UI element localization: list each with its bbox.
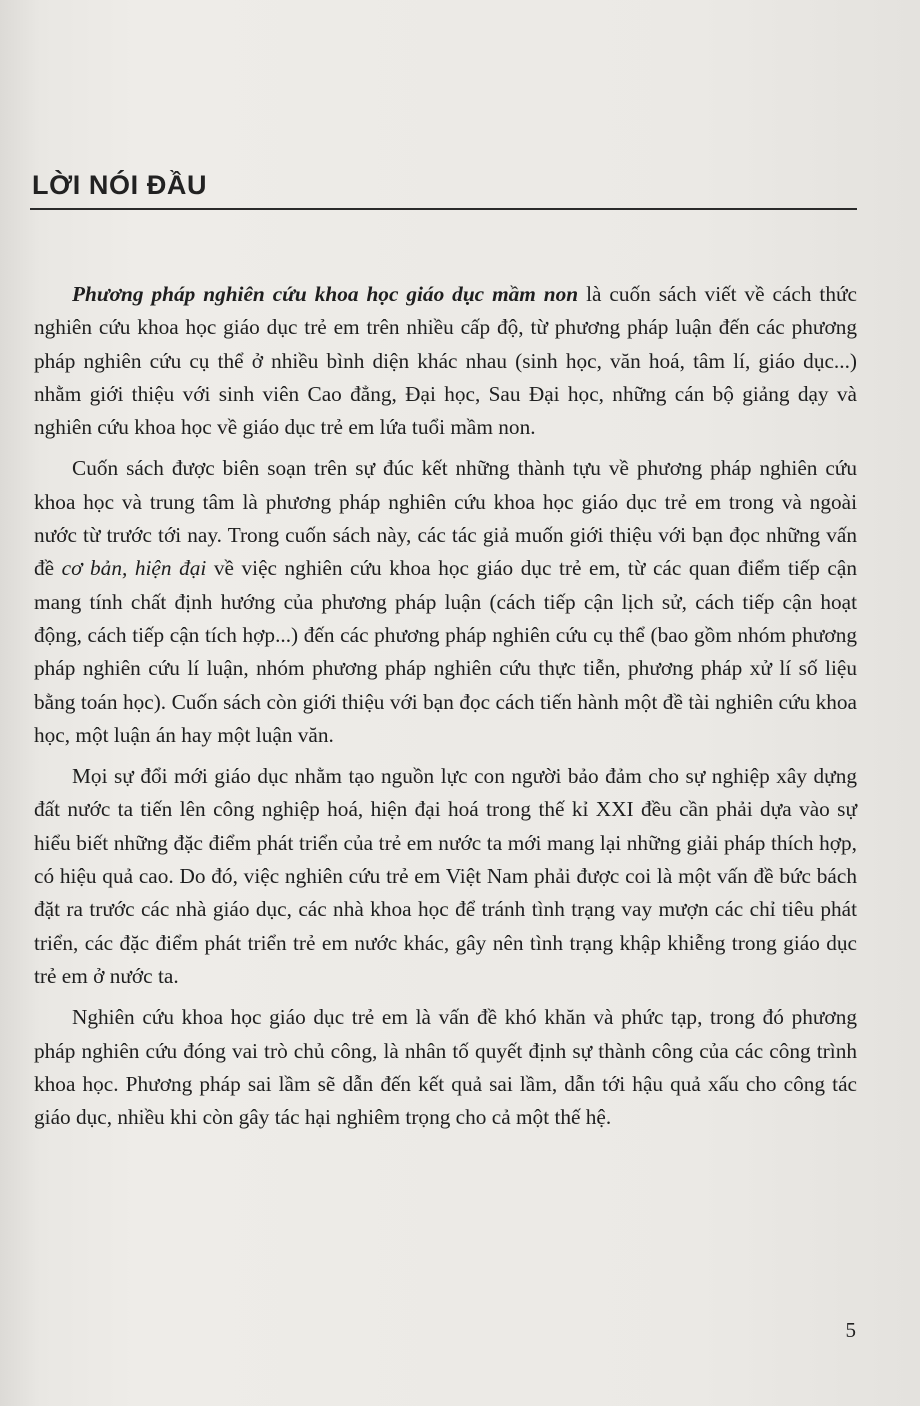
paragraph-4: Nghiên cứu khoa học giáo dục trẻ em là vấn đề khó khăn và phức tạp, trong đó phương pháp nghiên cứu đóng vai trò chủ công, là nhân tố quyết định sự thành công của các công trình khoa học. Phương pháp sai lầm sẽ dẫn đến kết quả sai lầm, dẫn tới hậu quả xấu cho công tác giáo dục, nhiều khi còn gây tác hại nghiêm trọng cho cả một thế hệ. bbox=[34, 1005, 857, 1130]
heading-rule bbox=[30, 208, 857, 210]
paragraph-2-emphasis: cơ bản, hiện đại bbox=[61, 556, 207, 581]
paragraph-2 bbox=[34, 452, 857, 752]
page-number: 5 bbox=[845, 1318, 856, 1342]
page-heading: LỜI NÓI ĐẦU bbox=[32, 170, 208, 200]
book-title: Phương pháp nghiên cứu khoa học giáo dục mầm non bbox=[72, 282, 579, 306]
paragraph-1-text: là cuốn sách viết về cách thức nghiên cứu khoa học giáo dục trẻ em trên nhiều cấp độ, từ phương pháp luận đến các phương pháp nghiên cứu cụ thể ở nhiều bình diện khác nhau (sinh học, văn hoá, tâm lí, giáo dục...) nhằm giới thiệu với sinh viên Cao đẳng, Đại học, Sau Đại học, những cán bộ giảng dạy và nghiên cứu khoa học về giáo dục trẻ em lứa tuổi mầm non. bbox=[34, 282, 857, 440]
paragraph-2-text-after: về việc nghiên cứu khoa học giáo dục trẻ em, từ các quan điểm tiếp cận mang tính chất định hướng của phương pháp luận (cách tiếp cận lịch sử, cách tiếp cận hoạt động, cách tiếp cận tích hợp...) đến các phương pháp nghiên cứu cụ thể (bao gồm nhóm phương pháp nghiên cứu lí luận, nhóm phương pháp nghiên cứu thực tiễn, phương pháp xử lí số liệu bằng toán học). Cuốn sách còn giới thiệu với bạn đọc cách tiến hành một đề tài nghiên cứu khoa học, một luận án hay một luận văn. bbox=[34, 556, 857, 747]
body-text bbox=[34, 278, 857, 1142]
paragraph-1 bbox=[34, 278, 857, 444]
paragraph-2-text-before: Cuốn sách được biên soạn trên sự đúc kết những thành tựu về phương pháp nghiên cứu khoa học và trung tâm là phương pháp nghiên cứu khoa học giáo dục trẻ em trong và ngoài nước từ trước tới nay. Trong cuốn sách này, các tác giả muốn giới thiệu với bạn đọc những vấn đề bbox=[34, 456, 857, 581]
paragraph-3: Mọi sự đổi mới giáo dục nhằm tạo nguồn lực con người bảo đảm cho sự nghiệp xây dựng đất nước ta tiến lên công nghiệp hoá, hiện đại hoá trong thế kỉ XXI đều cần phải dựa vào sự hiểu biết những đặc điểm phát triển của trẻ em nước ta mới mang lại những giải pháp thích hợp, có hiệu quả cao. Do đó, việc nghiên cứu trẻ em Việt Nam phải được coi là một vấn đề bức bách đặt ra trước các nhà giáo dục, các nhà khoa học để tránh tình trạng vay mượn các chỉ tiêu phát triển, các đặc điểm phát triển trẻ em nước khác, gây nên tình trạng khập khiễng trong giáo dục trẻ em ở nước ta. bbox=[34, 764, 857, 988]
